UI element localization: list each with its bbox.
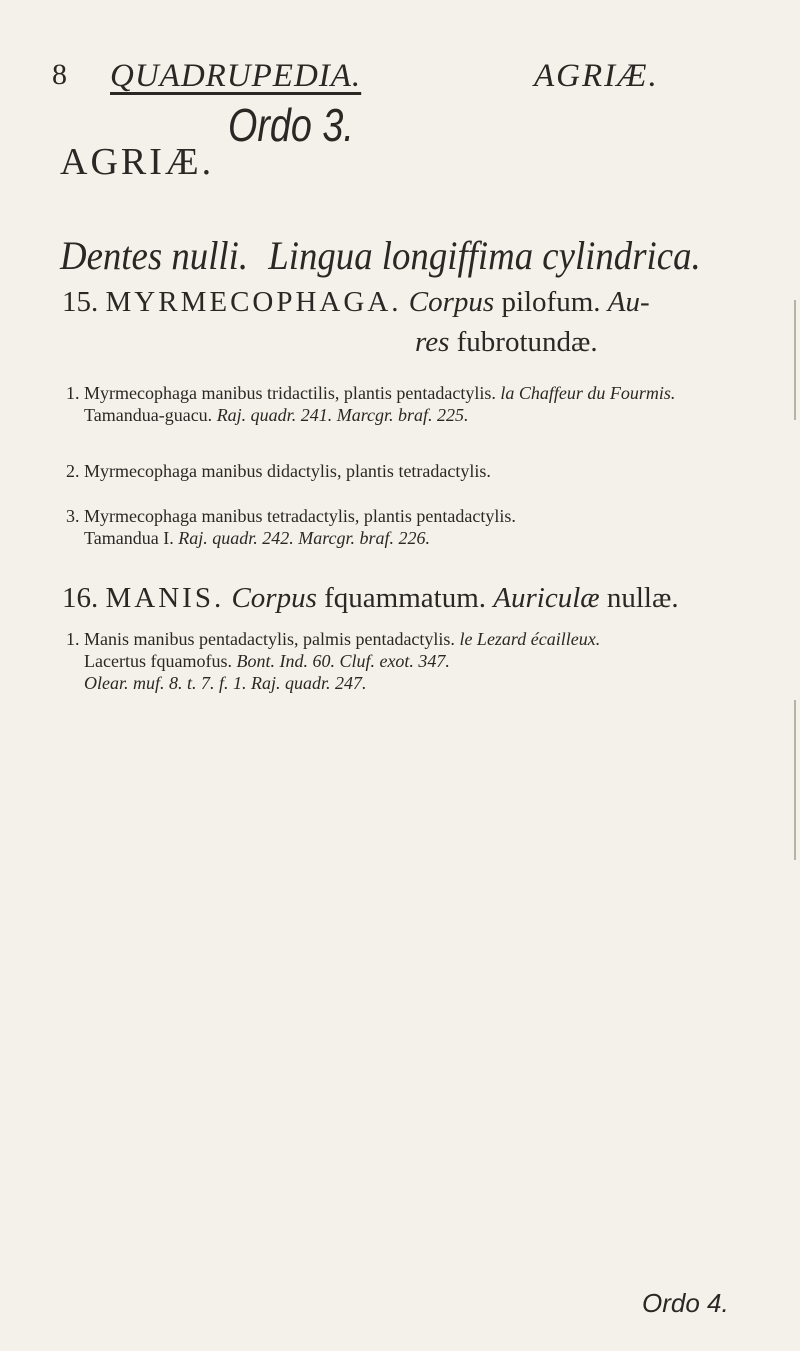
genus-desc: pilofum. — [494, 286, 608, 318]
genus-name: MYRMECOPHAGA. — [105, 286, 402, 318]
species-references — [66, 404, 776, 426]
order-name: AGRIÆ. — [60, 141, 215, 183]
species-entry — [66, 505, 776, 549]
species-citation: Bont. Ind. 60. Cluf. exot. 347. — [236, 651, 450, 671]
species-citation: Raj. quadr. 242. Marcgr. braf. 226. — [178, 528, 431, 548]
genus-number: 15. — [62, 286, 99, 318]
character-tongue: Lingua longiffima cylindrica. — [268, 233, 701, 278]
page-number: 8 — [52, 58, 67, 91]
species-diagnosis: 1. Manis manibus pentadactylis, palmis pentadactylis. — [66, 629, 455, 649]
genus-desc: fquammatum. — [316, 582, 494, 614]
genus-desc-italic: res — [415, 326, 450, 358]
species-entry — [66, 460, 776, 482]
running-title-left: QUADRUPEDIA. — [110, 58, 362, 94]
catchword: Ordo 4. — [642, 1288, 729, 1318]
running-title-right: AGRIÆ. — [534, 58, 659, 94]
species-vernacular: le Lezard écailleux. — [454, 629, 601, 649]
species-citation: Olear. muf. 8. t. 7. f. 1. Raj. quadr. 247. — [84, 673, 367, 693]
species-citation: Raj. quadr. 241. Marcgr. braf. 225. — [216, 405, 469, 425]
page-edge-shadow — [794, 700, 796, 860]
species-synonym: Tamandua-guacu. — [84, 405, 217, 425]
species-references — [66, 527, 776, 549]
genus-manis — [62, 578, 762, 618]
species-synonym: Tamandua I. — [84, 528, 179, 548]
genus-desc-italic: Corpus — [231, 582, 317, 614]
genus-desc-italic: Corpus — [408, 286, 495, 318]
page-edge-shadow — [794, 300, 796, 420]
genus-number: 16. — [62, 582, 99, 614]
genus-desc: nullæ. — [599, 582, 679, 614]
genus-desc-italic: Auriculæ — [493, 582, 600, 614]
character-teeth: Dentes nulli. — [60, 233, 249, 278]
species-entry — [66, 628, 776, 694]
species-diagnosis: 2. Myrmecophaga manibus didactylis, plantis tetradactylis. — [66, 461, 491, 481]
genus-desc-continued — [62, 322, 762, 362]
species-references — [66, 650, 776, 672]
genus-desc-italic: Au- — [607, 286, 650, 318]
species-diagnosis: 1. Myrmecophaga manibus tridactilis, plantis pentadactylis. — [66, 383, 496, 403]
running-header — [52, 58, 752, 98]
species-diagnosis: 3. Myrmecophaga manibus tetradactylis, plantis pentadactylis. — [66, 506, 516, 526]
species-entry — [66, 382, 776, 426]
species-vernacular: la Chaffeur du Fourmis. — [495, 383, 676, 403]
order-character — [60, 232, 701, 279]
genus-name: MANIS. — [105, 582, 225, 614]
species-synonym: Lacertus fquamofus. — [84, 651, 237, 671]
genus-desc: fubrotundæ. — [449, 326, 598, 358]
genus-myrmecophaga — [62, 282, 762, 362]
order-heading: Ordo 3. — [228, 99, 354, 151]
